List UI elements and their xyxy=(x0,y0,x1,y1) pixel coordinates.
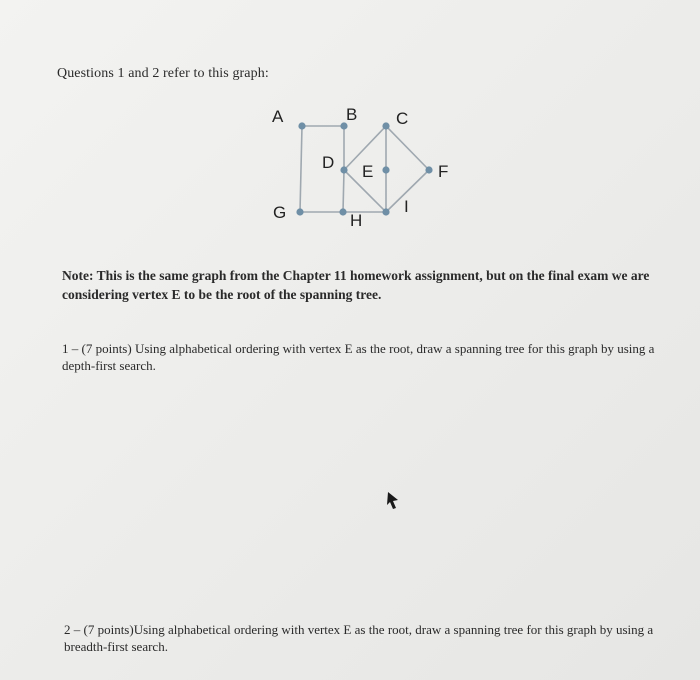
node-i xyxy=(382,208,389,215)
vertex-label-g: G xyxy=(273,203,287,222)
note-text: Note: This is the same graph from the Chapter 11 homework assignment, but on the final exam we are considering vertex E to be the root of the spanning tree. xyxy=(62,268,650,302)
node-a xyxy=(298,122,305,129)
vertex-label-e: E xyxy=(362,162,374,181)
node-f xyxy=(425,166,432,173)
vertex-label-a: A xyxy=(272,107,284,126)
question-2: 2 – (7 points)Using alphabetical ordering with vertex E as the root, draw a spanning tree for this graph by using a breadth-first search. xyxy=(64,622,654,654)
node-g xyxy=(296,208,303,215)
vertex-label-i: I xyxy=(404,197,409,216)
node-d xyxy=(340,166,347,173)
edge-c-f xyxy=(386,126,429,170)
edge-a-g xyxy=(300,126,302,212)
node-h xyxy=(339,208,346,215)
vertex-label-d: D xyxy=(322,153,335,172)
vertex-label-b: B xyxy=(346,105,358,124)
vertex-label-f: F xyxy=(438,162,449,181)
edge-d-h xyxy=(343,170,344,212)
vertex-label-h: H xyxy=(350,211,363,230)
node-e xyxy=(382,166,389,173)
question-1: 1 – (7 points) Using alphabetical ordering with vertex E as the root, draw a spanning tree for this graph by using a depth-first search. xyxy=(62,341,655,373)
node-c xyxy=(382,122,389,129)
intro-text: Questions 1 and 2 refer to this graph: xyxy=(57,66,269,81)
vertex-label-c: C xyxy=(396,109,409,128)
